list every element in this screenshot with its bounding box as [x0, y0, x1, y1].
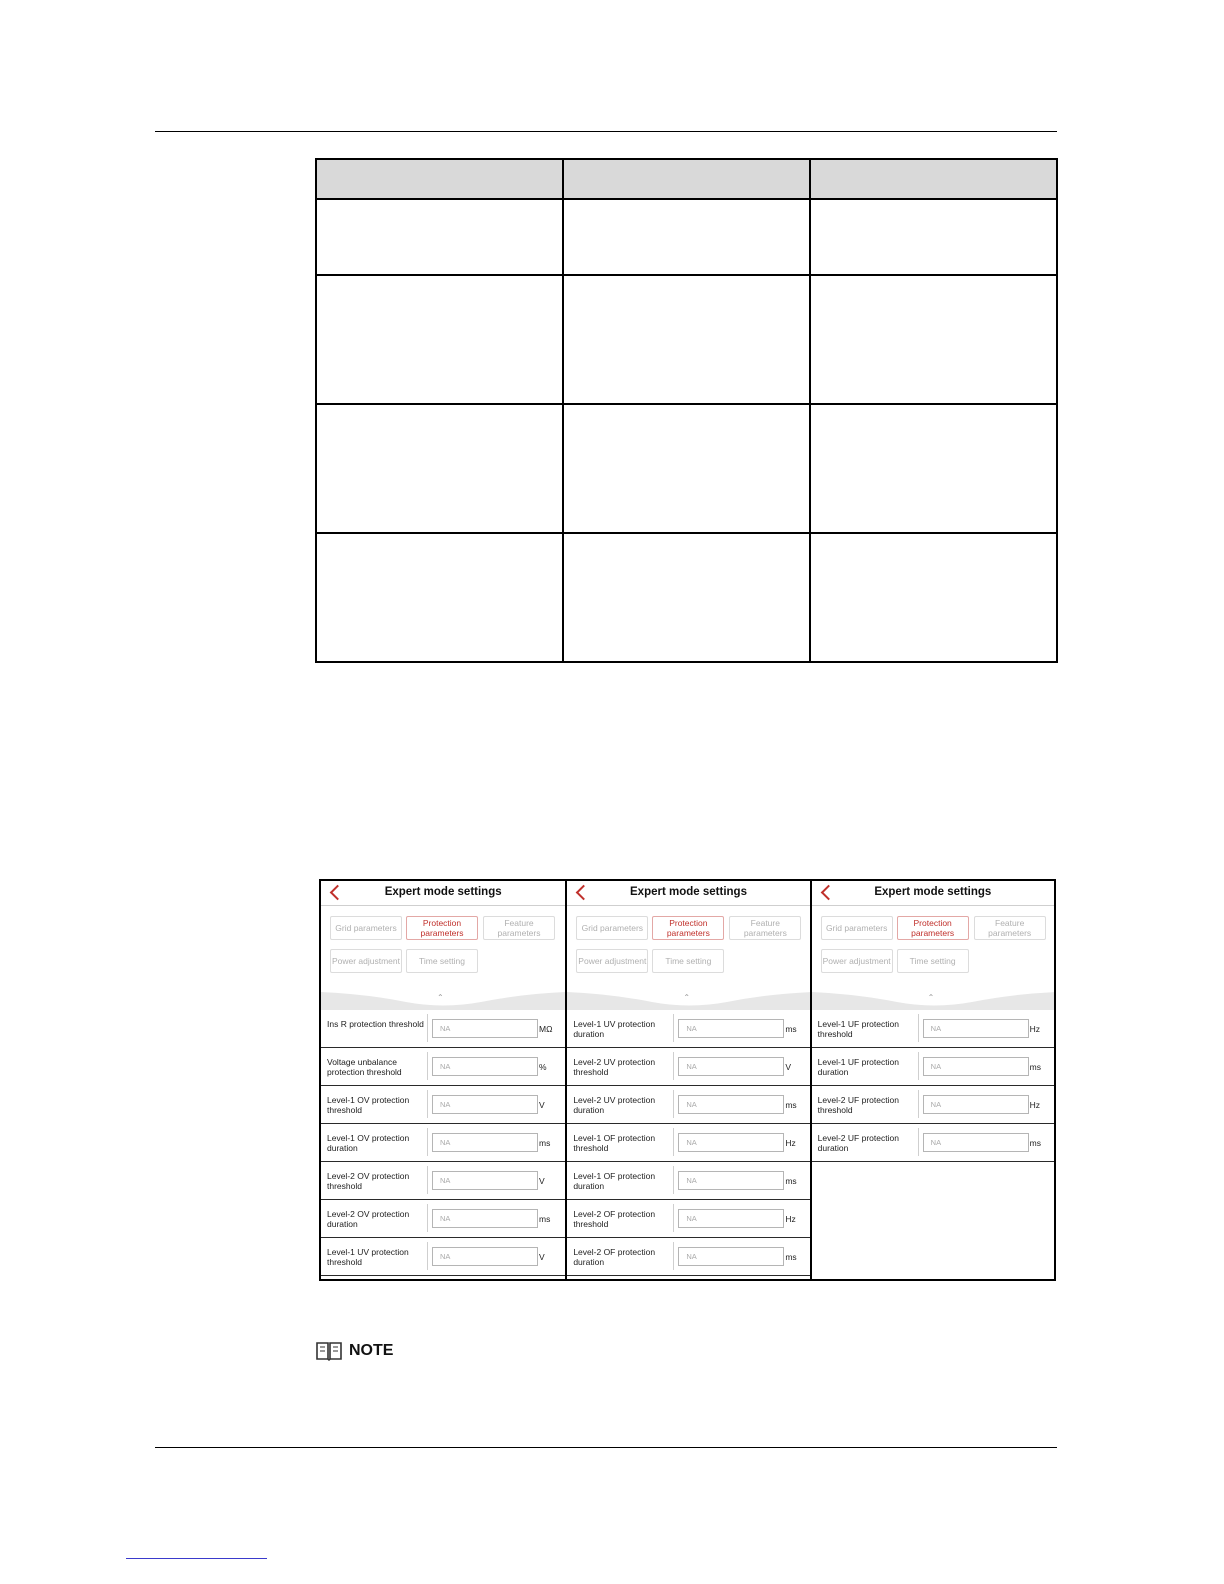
tab-time-setting[interactable]: Time setting	[406, 949, 478, 973]
parameter-row	[321, 1124, 565, 1162]
parameter-row	[567, 1086, 809, 1124]
parameter-input[interactable]: NA	[432, 1247, 538, 1266]
parameter-input[interactable]: NA	[923, 1133, 1029, 1152]
parameter-unit: V	[539, 1252, 545, 1262]
row-divider	[918, 1128, 919, 1156]
parameter-label: Level-1 UF protection duration	[817, 1057, 899, 1077]
chevron-up-icon[interactable]: ⌃	[927, 993, 935, 1002]
row-divider	[673, 1014, 674, 1042]
footer-link-underline[interactable]	[126, 1558, 267, 1559]
parameter-input[interactable]: NA	[678, 1019, 784, 1038]
parameter-label: Level-2 OV protection threshold	[327, 1171, 410, 1191]
parameter-row	[321, 1048, 565, 1086]
parameter-label: Level-1 OV protection threshold	[327, 1095, 410, 1115]
tab-bar	[321, 906, 565, 992]
row-divider	[427, 1052, 428, 1080]
row-divider	[673, 1242, 674, 1270]
parameter-row	[567, 1238, 809, 1276]
parameter-input[interactable]: NA	[678, 1247, 784, 1266]
table-cell	[316, 199, 563, 275]
parameter-input[interactable]: NA	[923, 1019, 1029, 1038]
tab-feature-parameters[interactable]: Feature parameters	[483, 916, 555, 940]
parameter-input[interactable]: NA	[678, 1133, 784, 1152]
tab-power-adjustment[interactable]: Power adjustment	[821, 949, 893, 973]
table-row	[316, 199, 1057, 275]
tab-grid-parameters[interactable]: Grid parameters	[330, 916, 402, 940]
row-divider	[918, 1014, 919, 1042]
table-cell	[810, 533, 1057, 662]
header-rule	[155, 131, 1057, 132]
panel-header	[567, 881, 809, 906]
tab-grid-parameters[interactable]: Grid parameters	[576, 916, 648, 940]
tab-bar	[812, 906, 1054, 992]
tab-feature-parameters[interactable]: Feature parameters	[729, 916, 801, 940]
parameter-label: Level-1 OF protection threshold	[573, 1133, 656, 1153]
row-divider	[427, 1014, 428, 1042]
parameter-label: Level-2 OF protection duration	[573, 1247, 656, 1267]
parameter-input[interactable]: NA	[432, 1133, 538, 1152]
parameter-input[interactable]: NA	[432, 1057, 538, 1076]
parameter-unit: ms	[785, 1024, 797, 1034]
parameter-table	[315, 158, 1058, 663]
tab-bar	[567, 906, 809, 992]
parameter-list	[321, 1010, 565, 1276]
footer-rule	[155, 1447, 1057, 1448]
parameter-row	[321, 1086, 565, 1124]
row-divider	[427, 1128, 428, 1156]
tab-grid-parameters[interactable]: Grid parameters	[821, 916, 893, 940]
parameter-label: Level-2 UV protection threshold	[573, 1057, 656, 1077]
app-panel	[565, 881, 809, 1279]
panel-header	[812, 881, 1054, 906]
row-divider	[918, 1090, 919, 1118]
collapse-handle[interactable]	[567, 992, 809, 1010]
parameter-unit: %	[539, 1062, 547, 1072]
parameter-unit: ms	[785, 1176, 797, 1186]
parameter-input[interactable]: NA	[923, 1057, 1029, 1076]
parameter-unit: ms	[785, 1252, 797, 1262]
parameter-unit: V	[539, 1176, 545, 1186]
row-divider	[673, 1128, 674, 1156]
parameter-unit: ms	[1029, 1062, 1041, 1072]
table-cell	[810, 275, 1057, 404]
collapse-handle[interactable]	[812, 992, 1054, 1010]
collapse-handle[interactable]	[321, 992, 565, 1010]
panel-title: Expert mode settings	[630, 886, 747, 898]
table-cell	[563, 199, 810, 275]
parameter-row	[321, 1238, 565, 1276]
parameter-unit: Hz	[1029, 1100, 1041, 1110]
parameter-label: Level-2 OF protection threshold	[573, 1209, 656, 1229]
parameter-label: Level-2 OV protection duration	[327, 1209, 410, 1229]
parameter-unit: Hz	[785, 1138, 796, 1148]
row-divider	[427, 1204, 428, 1232]
row-divider	[427, 1166, 428, 1194]
table-cell	[316, 404, 563, 533]
parameter-row	[567, 1162, 809, 1200]
table-cell	[316, 275, 563, 404]
row-divider	[673, 1090, 674, 1118]
table-header-cell	[316, 159, 563, 199]
row-divider	[673, 1166, 674, 1194]
parameter-unit: ms	[1029, 1138, 1041, 1148]
table-header-cell	[810, 159, 1057, 199]
parameter-row	[812, 1086, 1054, 1124]
parameter-row	[321, 1010, 565, 1048]
parameter-label: Level-2 UF protection threshold	[817, 1095, 899, 1115]
book-icon	[315, 1340, 343, 1362]
parameter-label: Level-1 UV protection duration	[573, 1019, 656, 1039]
parameter-input[interactable]: NA	[678, 1057, 784, 1076]
tab-power-adjustment[interactable]: Power adjustment	[330, 949, 402, 973]
parameter-unit: V	[785, 1062, 791, 1072]
parameter-row	[321, 1200, 565, 1238]
tab-time-setting[interactable]: Time setting	[897, 949, 969, 973]
parameter-input[interactable]: NA	[432, 1095, 538, 1114]
tab-power-adjustment[interactable]: Power adjustment	[576, 949, 648, 973]
row-divider	[673, 1052, 674, 1080]
parameter-list	[567, 1010, 809, 1276]
panel-title: Expert mode settings	[874, 886, 992, 898]
parameter-label: Level-1 OV protection duration	[327, 1133, 410, 1153]
app-panel	[810, 881, 1054, 1279]
row-divider	[427, 1242, 428, 1270]
tab-protection-parameters[interactable]: Protection parameters	[406, 916, 478, 940]
parameter-unit: ms	[539, 1214, 551, 1224]
parameter-row	[567, 1048, 809, 1086]
parameter-label: Voltage unbalance protection threshold	[327, 1057, 402, 1077]
tab-protection-parameters[interactable]: Protection parameters	[897, 916, 969, 940]
parameter-row	[812, 1010, 1054, 1048]
parameter-input[interactable]: NA	[432, 1171, 538, 1190]
table-cell	[810, 404, 1057, 533]
note-label: NOTE	[349, 1342, 394, 1359]
parameter-label: Level-1 UF protection threshold	[817, 1019, 899, 1039]
parameter-label: Level-2 UF protection duration	[817, 1133, 899, 1153]
tab-protection-parameters[interactable]: Protection parameters	[652, 916, 724, 940]
parameter-label: Level-2 UV protection duration	[573, 1095, 656, 1115]
parameter-input[interactable]: NA	[432, 1209, 538, 1228]
parameter-unit: Hz	[1029, 1024, 1041, 1034]
table-cell	[810, 199, 1057, 275]
parameter-unit: ms	[785, 1100, 797, 1110]
row-divider	[427, 1090, 428, 1118]
note-callout	[315, 1338, 393, 1364]
parameter-input[interactable]: NA	[678, 1209, 784, 1228]
table-cell	[563, 275, 810, 404]
table-row	[316, 533, 1057, 662]
table-cell	[316, 533, 563, 662]
tab-time-setting[interactable]: Time setting	[652, 949, 724, 973]
panel-header	[321, 881, 565, 906]
parameter-label: Ins R protection threshold	[327, 1019, 424, 1029]
table-row	[316, 275, 1057, 404]
parameter-row	[812, 1124, 1054, 1162]
parameter-input[interactable]: NA	[923, 1095, 1029, 1114]
row-divider	[673, 1204, 674, 1232]
chevron-up-icon[interactable]: ⌃	[437, 993, 444, 1002]
table-cell	[563, 533, 810, 662]
parameter-row	[567, 1124, 809, 1162]
table-cell	[563, 404, 810, 533]
parameter-unit: V	[539, 1100, 545, 1110]
parameter-list	[812, 1010, 1054, 1162]
expert-mode-screenshots	[319, 879, 1056, 1281]
parameter-row	[567, 1010, 809, 1048]
table-header-row	[316, 159, 1057, 199]
parameter-unit: MΩ	[539, 1024, 553, 1034]
table-row	[316, 404, 1057, 533]
parameter-row	[321, 1162, 565, 1200]
app-panel	[321, 881, 565, 1279]
panel-title: Expert mode settings	[384, 886, 502, 898]
tab-feature-parameters[interactable]: Feature parameters	[974, 916, 1046, 940]
parameter-input[interactable]: NA	[678, 1095, 784, 1114]
parameter-input[interactable]: NA	[432, 1019, 538, 1038]
table-header-cell	[563, 159, 810, 199]
parameter-row	[567, 1200, 809, 1238]
chevron-up-icon[interactable]: ⌃	[683, 993, 691, 1002]
row-divider	[918, 1052, 919, 1080]
parameter-row	[812, 1048, 1054, 1086]
parameter-label: Level-1 UV protection threshold	[327, 1247, 409, 1267]
parameter-input[interactable]: NA	[678, 1171, 784, 1190]
parameter-unit: Hz	[785, 1214, 796, 1224]
parameter-unit: ms	[539, 1138, 551, 1148]
parameter-label: Level-1 OF protection duration	[573, 1171, 656, 1191]
